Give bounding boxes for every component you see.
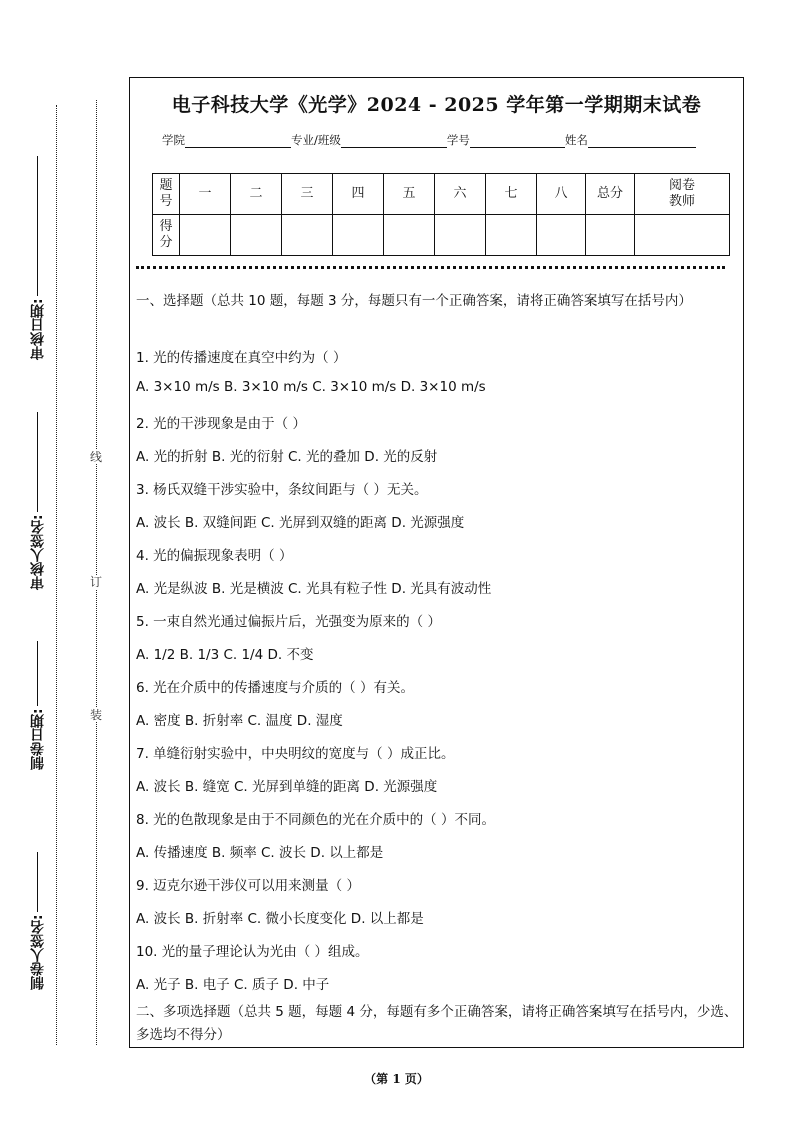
maker-sign-label xyxy=(28,840,48,990)
question-6: 6. 光在介质中的传播速度与介质的（ ）有关。 xyxy=(136,680,414,696)
score-label-text-1: 得 xyxy=(159,219,173,234)
question-1: 1. 光的传播速度在真空中约为（ ） xyxy=(136,350,347,366)
answer-options-1: A. 3×10 m/s B. 3×10 m/s C. 3×10 m/s D. 3×10 m/s xyxy=(136,379,486,395)
header-cell-4: 四 xyxy=(333,174,384,215)
reviewer-text-2: 教师 xyxy=(668,194,695,209)
score-cell-3[interactable] xyxy=(282,215,333,256)
score-label-text-2: 分 xyxy=(159,235,173,250)
score-cell-2[interactable] xyxy=(231,215,282,256)
header-cell-text-2: 号 xyxy=(159,194,173,209)
answer-options-3: A. 波长 B. 双缝间距 C. 光屏到双缝的距离 D. 光源强度 xyxy=(136,515,465,531)
question-5: 5. 一束自然光通过偏振片后，光强变为原来的（ ） xyxy=(136,614,441,630)
margin-dotted-line-inner xyxy=(96,100,97,1045)
score-row-label xyxy=(153,215,180,256)
review-date-line[interactable] xyxy=(38,156,39,296)
header-cell-text-1: 题 xyxy=(159,178,173,193)
header-cell-question-no xyxy=(153,174,180,215)
reviewer-text-1: 阅卷 xyxy=(668,178,695,193)
student-id-label: 学号 xyxy=(446,133,470,147)
answer-options-5: A. 1/2 B. 1/3 C. 1/4 D. 不变 xyxy=(136,647,314,663)
score-table xyxy=(152,173,730,256)
header-cell-2: 二 xyxy=(231,174,282,215)
maker-sign-text: 制卷人签名: xyxy=(30,914,46,990)
student-info-row xyxy=(162,132,696,148)
score-cell-reviewer[interactable] xyxy=(635,215,730,256)
header-cell-7: 七 xyxy=(486,174,537,215)
answer-options-10: A. 光子 B. 电子 C. 质子 D. 中子 xyxy=(136,977,330,993)
question-7: 7. 单缝衍射实验中，中央明纹的宽度与（ ）成正比。 xyxy=(136,746,455,762)
margin-dotted-line-outer xyxy=(56,105,57,1045)
header-cell-1: 一 xyxy=(180,174,231,215)
score-cell-total[interactable] xyxy=(586,215,635,256)
question-2: 2. 光的干涉现象是由于（ ） xyxy=(136,416,306,432)
header-cell-total: 总分 xyxy=(586,174,635,215)
question-9: 9. 迈克尔逊干涉仪可以用来测量（ ） xyxy=(136,878,360,894)
make-date-text: 制卷日期: xyxy=(30,708,46,770)
name-label: 姓名 xyxy=(564,133,588,147)
header-cell-3: 三 xyxy=(282,174,333,215)
major-class-label: 专业/班级 xyxy=(291,133,341,147)
college-label: 学院 xyxy=(162,133,185,147)
cut-mark-staple: 装 xyxy=(89,708,102,722)
make-date-label xyxy=(28,640,48,770)
major-class-field[interactable] xyxy=(341,135,447,148)
score-table-header-row xyxy=(153,174,730,215)
reviewer-sign-line[interactable] xyxy=(38,412,39,512)
score-cell-1[interactable] xyxy=(180,215,231,256)
answer-options-4: A. 光是纵波 B. 光是横波 C. 光具有粒子性 D. 光具有波动性 xyxy=(136,581,492,597)
review-date-text: 审核日期: xyxy=(30,298,46,360)
answer-options-2: A. 光的折射 B. 光的衍射 C. 光的叠加 D. 光的反射 xyxy=(136,449,438,465)
page-number: （第 1 页） xyxy=(364,1072,429,1086)
question-8: 8. 光的色散现象是由于不同颜色的光在介质中的（ ）不同。 xyxy=(136,812,495,828)
score-table-score-row xyxy=(153,215,730,256)
score-cell-5[interactable] xyxy=(384,215,435,256)
question-4: 4. 光的偏振现象表明（ ） xyxy=(136,548,293,564)
section1-heading: 一、选择题（总共 10 题，每题 3 分，每题只有一个正确答案，请将正确答案填写在括号内） xyxy=(136,293,692,309)
reviewer-sign-label xyxy=(28,400,48,590)
header-cell-reviewer xyxy=(635,174,730,215)
maker-sign-line[interactable] xyxy=(38,852,39,912)
answer-options-9: A. 波长 B. 折射率 C. 微小长度变化 D. 以上都是 xyxy=(136,911,424,927)
header-cell-8: 八 xyxy=(537,174,586,215)
cut-mark-bind: 订 xyxy=(89,575,102,589)
score-cell-8[interactable] xyxy=(537,215,586,256)
header-cell-6: 六 xyxy=(435,174,486,215)
college-field[interactable] xyxy=(185,135,291,148)
cut-mark-line: 线 xyxy=(89,450,102,464)
dotted-separator xyxy=(136,266,725,269)
name-field[interactable] xyxy=(588,135,696,148)
exam-frame xyxy=(129,77,744,1048)
make-date-line[interactable] xyxy=(38,641,39,706)
answer-options-6: A. 密度 B. 折射率 C. 温度 D. 湿度 xyxy=(136,713,343,729)
score-cell-4[interactable] xyxy=(333,215,384,256)
answer-options-8: A. 传播速度 B. 频率 C. 波长 D. 以上都是 xyxy=(136,845,384,861)
header-cell-5: 五 xyxy=(384,174,435,215)
score-cell-6[interactable] xyxy=(435,215,486,256)
score-cell-7[interactable] xyxy=(486,215,537,256)
exam-title: 电子科技大学《光学》2024 - 2025 学年第一学期期末试卷 xyxy=(171,94,702,116)
question-10: 10. 光的量子理论认为光由（ ）组成。 xyxy=(136,944,369,960)
reviewer-sign-text: 审核人签名: xyxy=(30,514,46,590)
student-id-field[interactable] xyxy=(470,135,565,148)
answer-options-7: A. 波长 B. 缝宽 C. 光屏到单缝的距离 D. 光源强度 xyxy=(136,779,438,795)
section2-heading: 二、多项选择题（总共 5 题，每题 4 分，每题有多个正确答案，请将正确答案填写在括号内，少选、多选均不得分） xyxy=(136,1004,738,1043)
review-date-label xyxy=(28,155,48,360)
question-3: 3. 杨氏双缝干涉实验中，条纹间距与（ ）无关。 xyxy=(136,482,428,498)
